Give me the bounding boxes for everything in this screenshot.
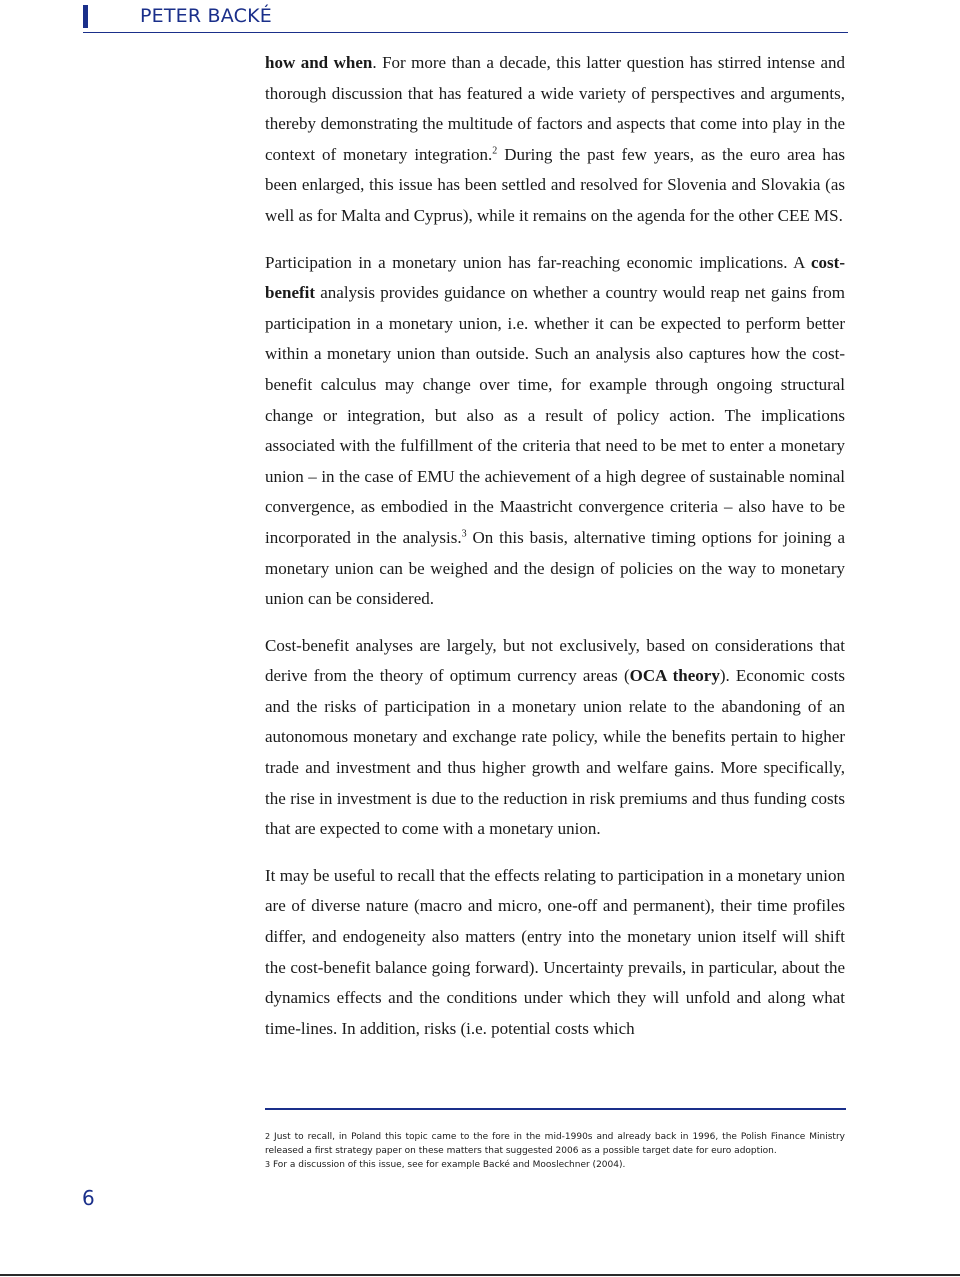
paragraph-2-text-c: On this basis, alternative timing options for joining a monetary union can be weighed and the design of policies on the way to monetary union can be considered.: [265, 527, 845, 609]
footnote-rule: [265, 1108, 846, 1110]
header-rule: [83, 32, 848, 33]
term-cost-benefit: cost-benefit: [265, 252, 845, 303]
paragraph-4-text: It may be useful to recall that the effects relating to participation in a monetary union are of diverse nature (macro and micro, one-off and permanent), their time profiles differ, and endogeneity also matters (entry into the monetary union itself will shift the cost-benefit balance going forward). Uncertainty prevails, in particular, about the dynamics effects and the conditions under which they will unfold and along what time-lines. In addition, risks (i.e. potential costs which: [265, 865, 845, 1038]
footnote-3-number: 3: [265, 1160, 271, 1169]
paragraph-2-text-a: Participation in a monetary union has far-reaching economic implications. A: [265, 252, 812, 272]
footnote-2: [265, 1130, 845, 1158]
footnote-2-text: Just to recall, in Poland this topic came to the fore in the mid-1990s and already back in 1996, the Polish Finance Ministry released a first strategy paper on these matters that suggested 2006 as a possible target date for euro adoption.: [265, 1132, 845, 1156]
page-number: 6: [82, 1186, 95, 1210]
bold-lead: how and when: [265, 53, 373, 72]
paragraph-3-text-a: Cost-benefit analyses are largely, but not exclusively, based on considerations that derive from the theory of optimum currency areas (: [265, 635, 845, 686]
paragraph-3: [265, 631, 845, 845]
bottom-rule: [0, 1274, 960, 1276]
paragraph-1: [265, 48, 845, 232]
running-header-author: PETER BACKÉ: [140, 5, 272, 27]
footnote-2-number: 2: [265, 1132, 271, 1141]
footnote-ref-3[interactable]: 3: [461, 528, 467, 540]
footnote-3: [265, 1158, 845, 1172]
footnotes: [265, 1130, 845, 1172]
paragraph-3-text-b: ). Economic costs and the risks of participation in a monetary union relate to the abandoning of an autonomous monetary and exchange rate policy, while the benefits pertain to higher trade and investment and thus higher growth and welfare gains. More specifically, the rise in investment is due to the reduction in risk premiums and thus funding costs that are expected to come with a monetary union.: [265, 666, 846, 839]
paragraph-1-text-a: . For more than a decade, this latter question has stirred intense and thorough discussion that has featured a wide variety of perspectives and arguments, thereby demonstrating the multitude of factors and aspects that come into play in the context of monetary integration.: [265, 53, 846, 164]
footnote-ref-2[interactable]: 2: [492, 145, 498, 157]
paragraph-2: [265, 248, 845, 615]
paragraph-2-text-b: analysis provides guidance on whether a country would reap net gains from participation in a monetary union, i.e. whether it can be expected to perform better within a monetary union than outside. Such an analysis also captures how the cost-benefit calculus may change over time, for example through ongoing structural change or integration, but also as a result of policy action. The implications associated with the fulfillment of the criteria that need to be met to enter a monetary union – in the case of EMU the achievement of a high degree of sustainable nominal convergence, as embodied in the Maastricht convergence criteria – also have to be incorporated in the analysis.: [265, 283, 845, 547]
paragraph-1-text-b: During the past few years, as the euro area has been enlarged, this issue has been settled and resolved for Slovenia and Slovakia (as well as for Malta and Cyprus), while it remains on the agenda for the other CEE MS.: [265, 144, 846, 225]
body-text: [265, 48, 845, 1044]
paragraph-4: [265, 861, 845, 1045]
term-oca-theory: OCA theory: [629, 666, 720, 686]
header-accent-bar: [83, 5, 88, 28]
footnote-3-text: For a discussion of this issue, see for example Backé and Mooslechner (2004).: [270, 1160, 626, 1170]
